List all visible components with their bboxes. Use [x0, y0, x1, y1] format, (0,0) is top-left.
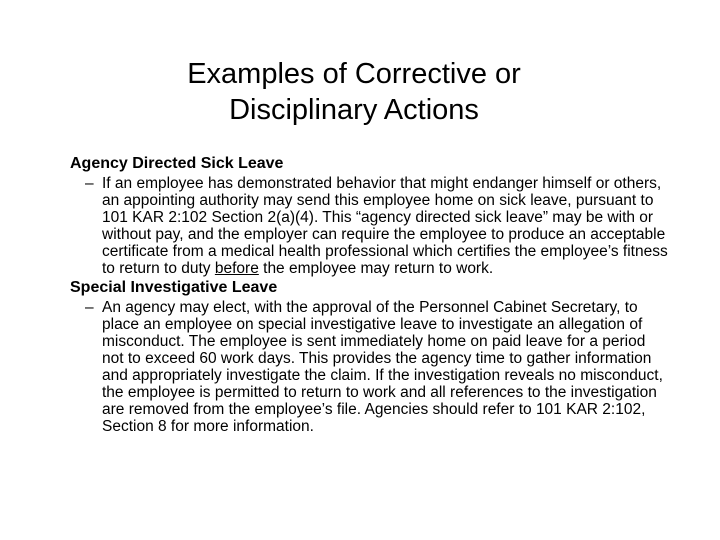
bullet-text-part-1: If an employee has demonstrated behavior that might endanger himself or others, an appointing authority may send this employee home on sick leave, pursuant to 101 KAR 2:102 Section 2(a)(4). This “agency directed sick leave” may be with or without pay, and the employer can require the employee to produce an acceptable certificate from a medical health professional which certifies the employee’s fitness to return to duty [102, 175, 668, 277]
bullet-special-investigative-leave [70, 299, 670, 435]
underlined-word-before: before [214, 260, 259, 277]
section-heading-agency-directed-sick-leave: Agency Directed Sick Leave [70, 155, 284, 172]
bullet-dash-icon: – [85, 175, 94, 192]
bullet-agency-directed-sick-leave [70, 175, 670, 277]
bullet-text-part-2: the employee may return to work. [258, 260, 494, 277]
slide-title-line-1: Examples of Corrective or [187, 58, 521, 90]
section-heading-special-investigative-leave: Special Investigative Leave [70, 279, 278, 296]
slide-title [0, 56, 708, 128]
bullet-text: An agency may elect, with the approval of the Personnel Cabinet Secretary, to place an employee on special investigative leave to investigate an allegation of misconduct. The employee is sent immediately home on paid leave for a period not to exceed 60 work days. This provides the agency time to gather information and appropriately investigate the claim. If the investigation reveals no misconduct, the employee is permitted to return to work and all references to the investigation are removed from the employee’s file. Agencies should refer to 101 KAR 2:102, Section 8 for more information. [102, 299, 663, 435]
bullet-dash-icon: – [85, 299, 94, 316]
bullet-text [102, 175, 670, 277]
slide-title-line-2: Disciplinary Actions [229, 94, 479, 126]
slide-content [70, 155, 670, 436]
